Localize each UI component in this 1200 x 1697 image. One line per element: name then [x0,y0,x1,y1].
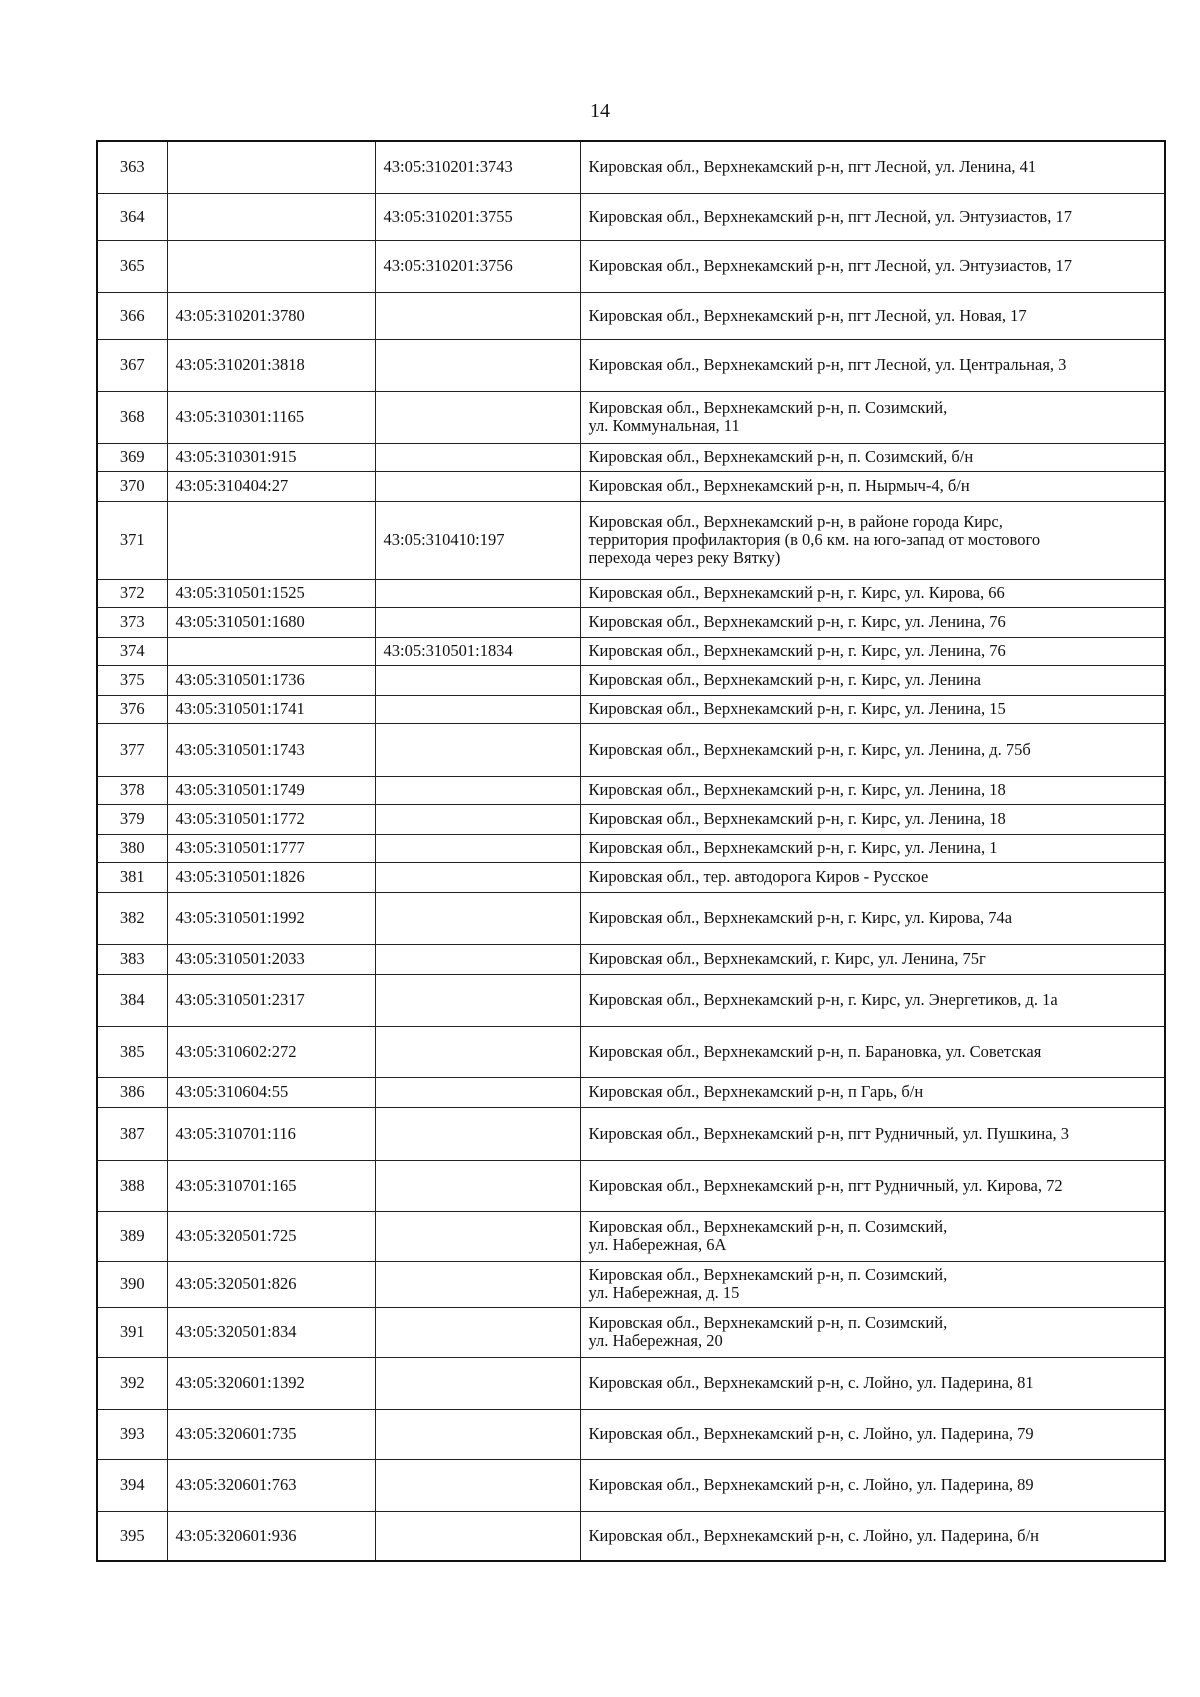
table-row [97,607,1165,637]
cadastral-number-1 [167,240,375,292]
address-cell: Кировская обл., Верхнекамский р-н, г. Кирс, ул. Ленина, д. 75б [580,723,1165,776]
cadastral-number-2 [375,723,580,776]
row-number: 369 [97,443,167,471]
row-number: 378 [97,776,167,804]
address-cell: Кировская обл., Верхнекамский р-н, в районе города Кирс, территория профилактория (в 0,6 км. на юго-запад от мостового перехода через реку Вятку) [580,501,1165,579]
cadastral-number-1: 43:05:310301:1165 [167,391,375,443]
table-row [97,944,1165,974]
cadastral-number-2: 43:05:310201:3756 [375,240,580,292]
cadastral-number-1: 43:05:310501:1741 [167,695,375,723]
row-number: 391 [97,1307,167,1357]
registry-table [96,140,1166,1562]
row-number: 390 [97,1261,167,1307]
table-row [97,776,1165,804]
table-row [97,1077,1165,1107]
cadastral-number-2 [375,1511,580,1561]
cadastral-number-1 [167,637,375,665]
registry-table-body [97,141,1165,1561]
cadastral-number-1: 43:05:310501:2317 [167,974,375,1026]
table-row [97,1261,1165,1307]
row-number: 385 [97,1026,167,1077]
address-cell: Кировская обл., Верхнекамский р-н, г. Кирс, ул. Ленина [580,665,1165,695]
address-cell: Кировская обл., Верхнекамский р-н, с. Лойно, ул. Падерина, 79 [580,1409,1165,1459]
cadastral-number-2 [375,579,580,607]
cadastral-number-1: 43:05:310501:1777 [167,834,375,862]
cadastral-number-1: 43:05:320601:1392 [167,1357,375,1409]
table-row [97,1211,1165,1261]
address-cell: Кировская обл., Верхнекамский р-н, с. Лойно, ул. Падерина, б/н [580,1511,1165,1561]
row-number: 387 [97,1107,167,1160]
table-row [97,1160,1165,1211]
address-cell: Кировская обл., Верхнекамский р-н, г. Кирс, ул. Ленина, 18 [580,804,1165,834]
table-row [97,1511,1165,1561]
cadastral-number-2 [375,1107,580,1160]
cadastral-number-1: 43:05:310501:1680 [167,607,375,637]
row-number: 389 [97,1211,167,1261]
cadastral-number-2 [375,1077,580,1107]
row-number: 372 [97,579,167,607]
address-cell: Кировская обл., Верхнекамский р-н, пгт Лесной, ул. Энтузиастов, 17 [580,193,1165,240]
cadastral-number-2: 43:05:310201:3743 [375,141,580,193]
cadastral-number-2 [375,1211,580,1261]
row-number: 370 [97,471,167,501]
row-number: 380 [97,834,167,862]
row-number: 379 [97,804,167,834]
cadastral-number-2 [375,834,580,862]
table-row [97,665,1165,695]
table-row [97,834,1165,862]
address-cell: Кировская обл., Верхнекамский р-н, п. Созимский, ул. Набережная, 20 [580,1307,1165,1357]
cadastral-number-2 [375,1459,580,1511]
row-number: 364 [97,193,167,240]
cadastral-number-1: 43:05:320601:763 [167,1459,375,1511]
cadastral-number-2: 43:05:310201:3755 [375,193,580,240]
row-number: 377 [97,723,167,776]
row-number: 394 [97,1459,167,1511]
table-row [97,1409,1165,1459]
address-cell: Кировская обл., Верхнекамский р-н, п. Созимский, б/н [580,443,1165,471]
address-cell: Кировская обл., Верхнекамский р-н, пгт Лесной, ул. Энтузиастов, 17 [580,240,1165,292]
address-cell: Кировская обл., Верхнекамский р-н, г. Кирс, ул. Ленина, 18 [580,776,1165,804]
cadastral-number-1: 43:05:310602:272 [167,1026,375,1077]
cadastral-number-1 [167,141,375,193]
row-number: 388 [97,1160,167,1211]
address-cell: Кировская обл., Верхнекамский р-н, п. Созимский, ул. Набережная, д. 15 [580,1261,1165,1307]
cadastral-number-2 [375,292,580,339]
cadastral-number-1: 43:05:320501:826 [167,1261,375,1307]
cadastral-number-1: 43:05:310501:2033 [167,944,375,974]
cadastral-number-1: 43:05:310301:915 [167,443,375,471]
cadastral-number-1: 43:05:310604:55 [167,1077,375,1107]
table-row [97,501,1165,579]
page-number: 14 [590,100,610,122]
cadastral-number-1 [167,501,375,579]
address-cell: Кировская обл., Верхнекамский р-н, пгт Лесной, ул. Новая, 17 [580,292,1165,339]
cadastral-number-1: 43:05:310501:1743 [167,723,375,776]
address-cell: Кировская обл., Верхнекамский р-н, с. Лойно, ул. Падерина, 89 [580,1459,1165,1511]
cadastral-number-2 [375,1357,580,1409]
table-row [97,695,1165,723]
cadastral-number-1: 43:05:310501:1772 [167,804,375,834]
table-row [97,892,1165,944]
address-cell: Кировская обл., Верхнекамский р-н, пгт Лесной, ул. Центральная, 3 [580,339,1165,391]
address-cell: Кировская обл., Верхнекамский р-н, г. Кирс, ул. Кирова, 66 [580,579,1165,607]
row-number: 368 [97,391,167,443]
cadastral-number-1: 43:05:310501:1992 [167,892,375,944]
address-cell: Кировская обл., тер. автодорога Киров - Русское [580,862,1165,892]
cadastral-number-2 [375,974,580,1026]
row-number: 382 [97,892,167,944]
table-row [97,974,1165,1026]
table-row [97,141,1165,193]
cadastral-number-1: 43:05:310501:1749 [167,776,375,804]
table-row [97,471,1165,501]
row-number: 392 [97,1357,167,1409]
cadastral-number-2: 43:05:310501:1834 [375,637,580,665]
cadastral-number-1: 43:05:320601:735 [167,1409,375,1459]
cadastral-number-2 [375,892,580,944]
address-cell: Кировская обл., Верхнекамский р-н, с. Лойно, ул. Падерина, 81 [580,1357,1165,1409]
row-number: 367 [97,339,167,391]
row-number: 383 [97,944,167,974]
table-row [97,1026,1165,1077]
cadastral-number-1: 43:05:310701:165 [167,1160,375,1211]
address-cell: Кировская обл., Верхнекамский р-н, пгт Лесной, ул. Ленина, 41 [580,141,1165,193]
cadastral-number-2 [375,862,580,892]
address-cell: Кировская обл., Верхнекамский р-н, г. Кирс, ул. Ленина, 1 [580,834,1165,862]
cadastral-number-1: 43:05:310501:1826 [167,862,375,892]
table-row [97,443,1165,471]
cadastral-number-1: 43:05:310201:3818 [167,339,375,391]
row-number: 366 [97,292,167,339]
cadastral-number-2 [375,665,580,695]
table-row [97,1307,1165,1357]
table-row [97,579,1165,607]
address-cell: Кировская обл., Верхнекамский р-н, пгт Рудничный, ул. Пушкина, 3 [580,1107,1165,1160]
row-number: 375 [97,665,167,695]
table-row [97,292,1165,339]
cadastral-number-2 [375,339,580,391]
cadastral-number-2: 43:05:310410:197 [375,501,580,579]
address-cell: Кировская обл., Верхнекамский р-н, п. Созимский, ул. Набережная, 6А [580,1211,1165,1261]
table-row [97,240,1165,292]
cadastral-number-2 [375,695,580,723]
row-number: 381 [97,862,167,892]
table-row [97,339,1165,391]
address-cell: Кировская обл., Верхнекамский р-н, п Гарь, б/н [580,1077,1165,1107]
row-number: 386 [97,1077,167,1107]
address-cell: Кировская обл., Верхнекамский р-н, г. Кирс, ул. Ленина, 76 [580,637,1165,665]
table-row [97,723,1165,776]
cadastral-number-1: 43:05:310501:1525 [167,579,375,607]
cadastral-number-2 [375,471,580,501]
address-cell: Кировская обл., Верхнекамский р-н, п. Барановка, ул. Советская [580,1026,1165,1077]
address-cell: Кировская обл., Верхнекамский р-н, пгт Рудничный, ул. Кирова, 72 [580,1160,1165,1211]
cadastral-number-2 [375,804,580,834]
cadastral-number-1: 43:05:310701:116 [167,1107,375,1160]
cadastral-number-2 [375,944,580,974]
table-row [97,1459,1165,1511]
table-row [97,804,1165,834]
cadastral-number-1: 43:05:320501:725 [167,1211,375,1261]
address-cell: Кировская обл., Верхнекамский р-н, п. Созимский, ул. Коммунальная, 11 [580,391,1165,443]
table-row [97,391,1165,443]
row-number: 376 [97,695,167,723]
cadastral-number-1: 43:05:310404:27 [167,471,375,501]
table-row [97,862,1165,892]
table-row [97,637,1165,665]
table-row [97,193,1165,240]
table-row [97,1357,1165,1409]
address-cell: Кировская обл., Верхнекамский р-н, п. Нырмыч-4, б/н [580,471,1165,501]
cadastral-number-2 [375,391,580,443]
row-number: 371 [97,501,167,579]
row-number: 395 [97,1511,167,1561]
row-number: 384 [97,974,167,1026]
row-number: 374 [97,637,167,665]
address-cell: Кировская обл., Верхнекамский р-н, г. Кирс, ул. Ленина, 76 [580,607,1165,637]
cadastral-number-2 [375,1261,580,1307]
address-cell: Кировская обл., Верхнекамский р-н, г. Кирс, ул. Ленина, 15 [580,695,1165,723]
cadastral-number-2 [375,607,580,637]
cadastral-number-2 [375,776,580,804]
cadastral-number-1: 43:05:320501:834 [167,1307,375,1357]
cadastral-number-1: 43:05:310501:1736 [167,665,375,695]
cadastral-number-2 [375,1160,580,1211]
address-cell: Кировская обл., Верхнекамский р-н, г. Кирс, ул. Кирова, 74а [580,892,1165,944]
row-number: 393 [97,1409,167,1459]
table-row [97,1107,1165,1160]
cadastral-number-2 [375,1026,580,1077]
cadastral-number-1: 43:05:310201:3780 [167,292,375,339]
row-number: 373 [97,607,167,637]
cadastral-number-2 [375,1409,580,1459]
row-number: 365 [97,240,167,292]
cadastral-number-1: 43:05:320601:936 [167,1511,375,1561]
cadastral-number-2 [375,443,580,471]
cadastral-number-2 [375,1307,580,1357]
cadastral-number-1 [167,193,375,240]
address-cell: Кировская обл., Верхнекамский р-н, г. Кирс, ул. Энергетиков, д. 1а [580,974,1165,1026]
row-number: 363 [97,141,167,193]
address-cell: Кировская обл., Верхнекамский, г. Кирс, ул. Ленина, 75г [580,944,1165,974]
